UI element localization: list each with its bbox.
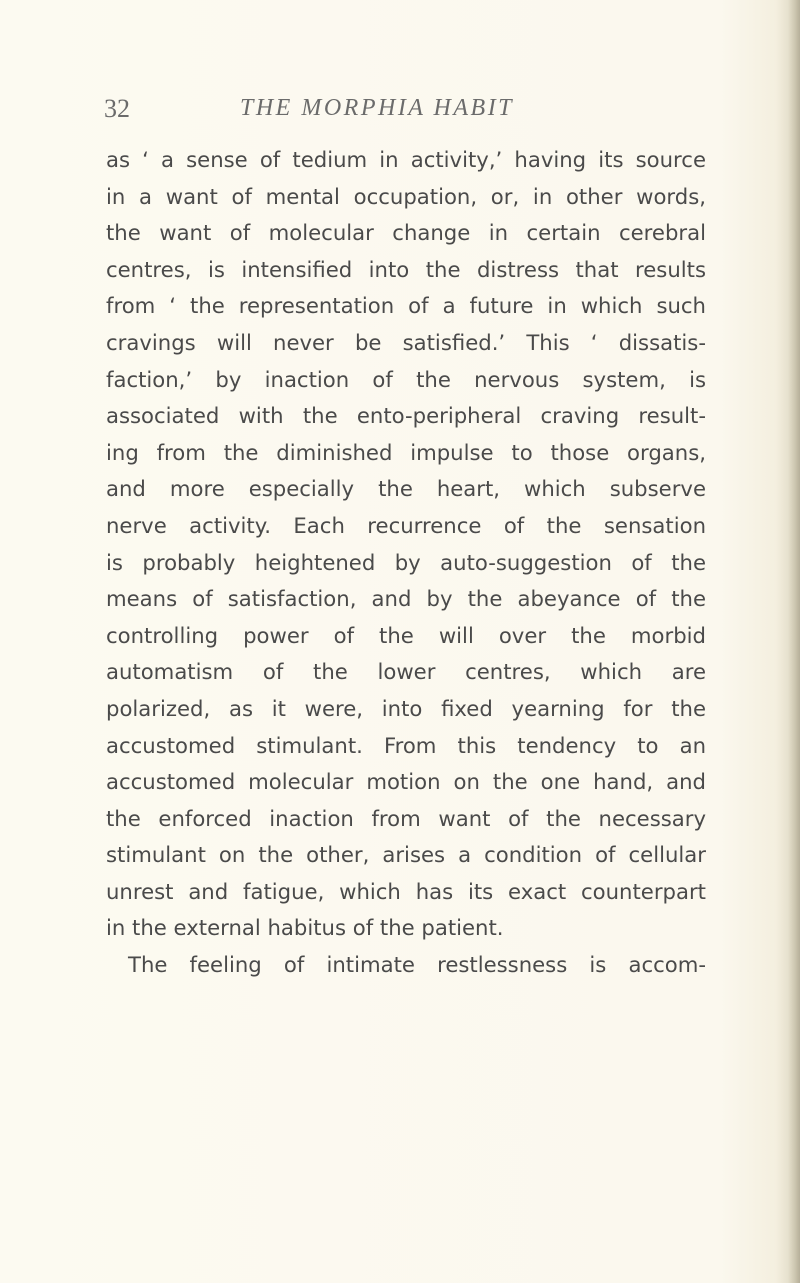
text-line: is probably heightened by auto-suggestion of the: [106, 549, 706, 575]
page-number: 32: [104, 94, 130, 123]
text-line: nerve activity. Each recurrence of the sensation: [106, 512, 706, 538]
text-line: automatism of the lower centres, which are: [106, 659, 706, 685]
text-line: as ‘ a sense of tedium in activity,’ having its source: [106, 147, 706, 172]
text-line: the want of molecular change in certain cerebral: [106, 220, 706, 246]
text-line: polarized, as it were, into fixed yearning for the: [106, 695, 706, 721]
text-line: unrest and fatigue, which has its exact counterpart: [106, 878, 706, 904]
text-line: the enforced inaction from want of the necessary: [106, 805, 706, 831]
running-title: THE MORPHIA HABIT: [240, 95, 515, 121]
running-head: [104, 94, 704, 128]
text-line: cravings will never be satisfied.’ This ‘ dissatis-: [106, 329, 706, 355]
text-line: in a want of mental occupation, or, in other words,: [106, 183, 706, 209]
page-edge-shadow: [788, 0, 800, 1283]
text-line: means of satisfaction, and by the abeyance of the: [106, 586, 706, 612]
text-line: stimulant on the other, arises a condition of cellular: [106, 842, 706, 868]
body-text: [106, 142, 706, 984]
text-line: The feeling of intimate restlessness is accom-: [128, 952, 706, 978]
text-line: and more especially the heart, which subserve: [106, 476, 706, 502]
text-line: in the external habitus of the patient.: [106, 915, 504, 941]
text-line: accustomed molecular motion on the one hand, and: [106, 769, 706, 795]
text-line: ing from the diminished impulse to those organs,: [106, 439, 706, 465]
text-line: controlling power of the will over the morbid: [106, 622, 706, 648]
text-line: faction,’ by inaction of the nervous system, is: [106, 366, 706, 392]
text-line: accustomed stimulant. From this tendency to an: [106, 732, 706, 758]
text-line: centres, is intensified into the distress that results: [106, 256, 706, 282]
text-line: associated with the ento-peripheral craving result-: [106, 403, 706, 429]
text-line: from ‘ the representation of a future in which such: [106, 293, 706, 319]
